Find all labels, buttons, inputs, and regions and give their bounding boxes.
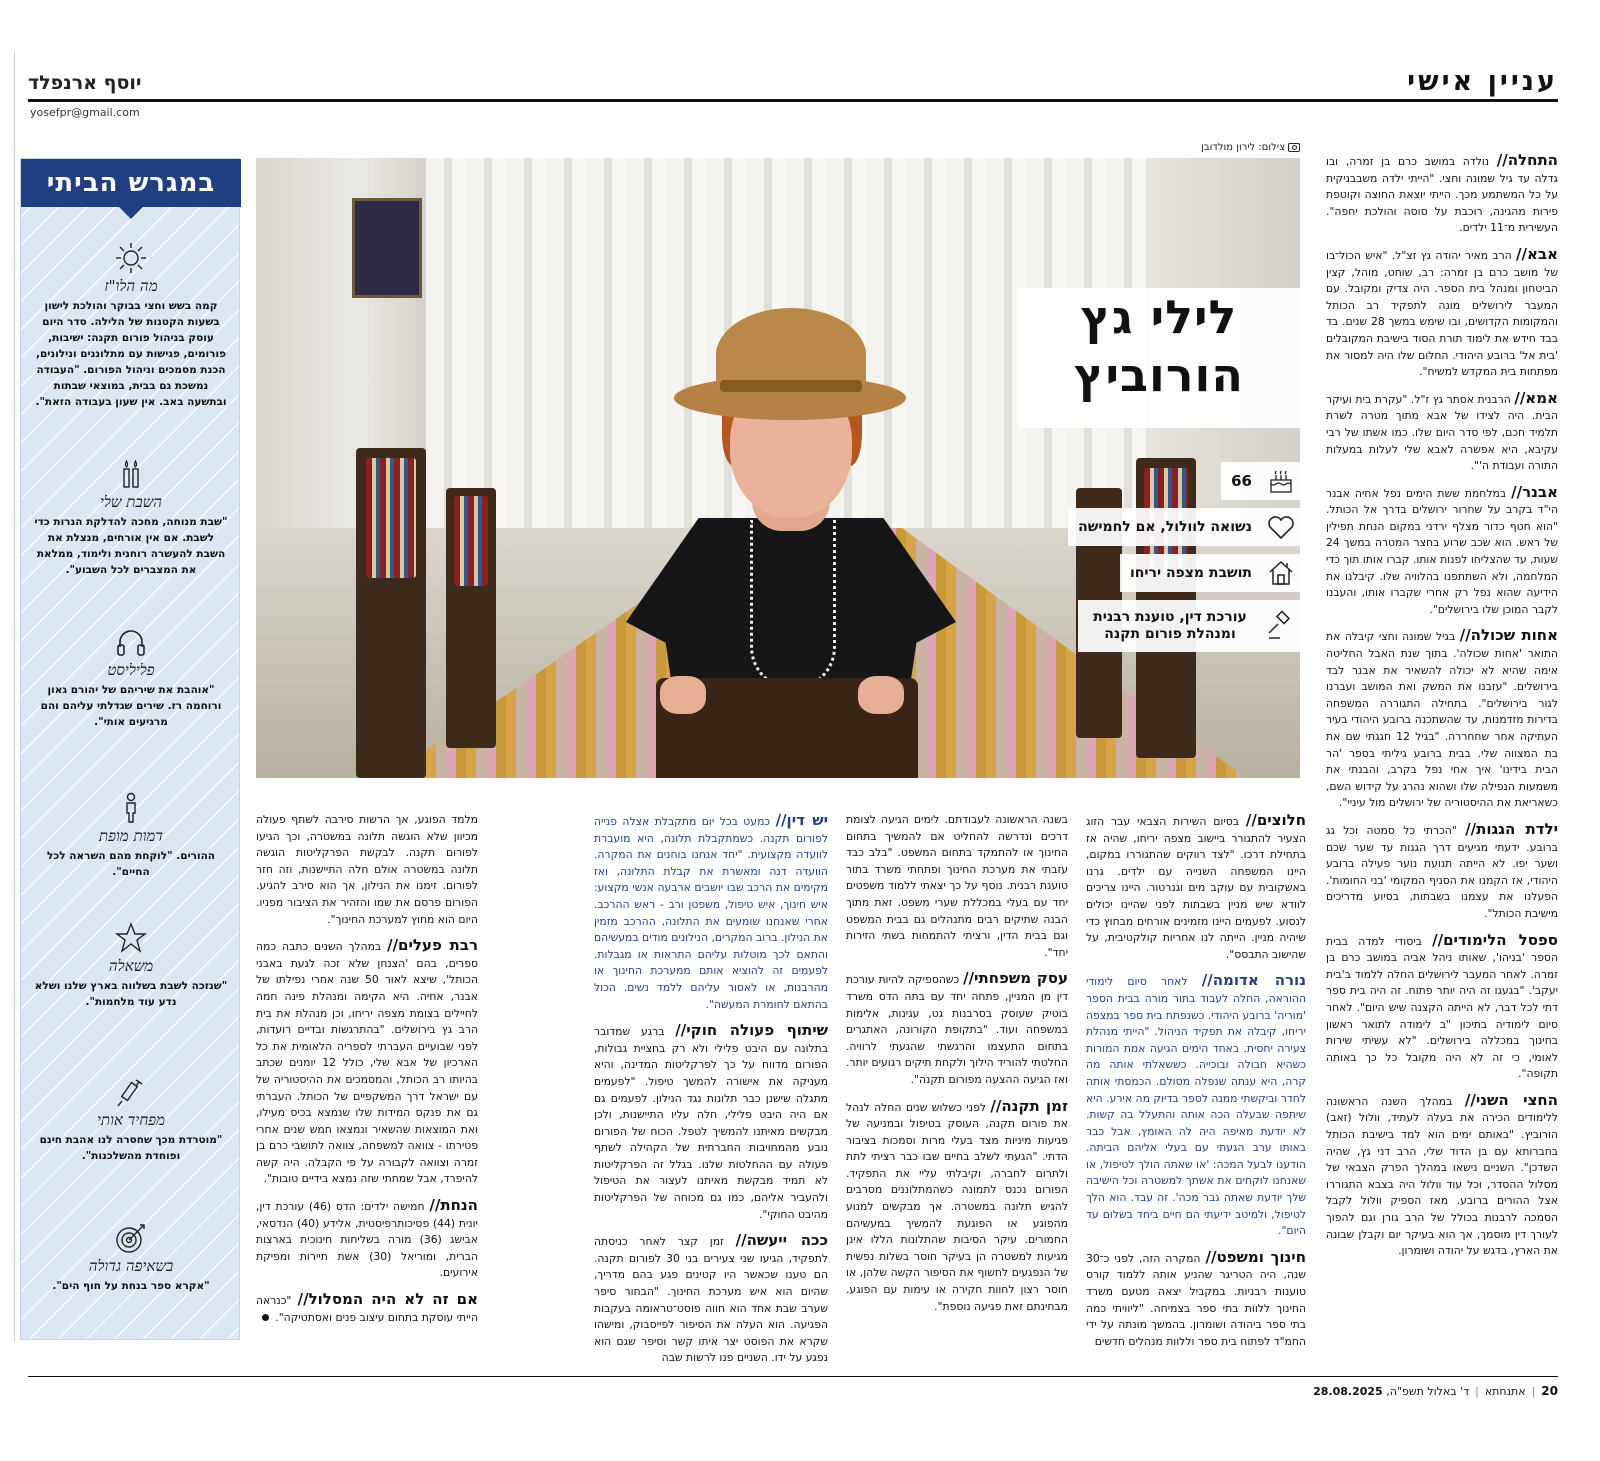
- sidebar-title-notch: [119, 207, 143, 219]
- paragraph-lead: התחלה//: [1496, 151, 1558, 169]
- star-icon: [114, 921, 148, 955]
- paragraph-text: לאחר סיום לימודי ההוראה, החלה לעבוד בתור מורה בבית הספר 'מוריה' ברובע היהודי. כשנפתח בית ספר במצפה יריחו, קיבלה את תפקיד הניהול. "הייתי מנהלת צעירה יחסית. באחד הימים הגיעה אמת המורות כשהיא חבולה ובוכייה. כששאלתי אותה מה קרה, היא ענתה שנפלה מסולם. הכמסתי אותה לחדר וביקשתי ממנה לספר בדיוק מה אירע. היא שיתפה שבעלה הכה אותה והתעלל בה קשות. לא יודעת מאיפה היה לה האומץ, אבל כבר באותו ערב הגעתי עם בעלי אליהם הביתה. הודענו לבעל המכה: 'או שאתה הולך לטיפול, או שאנחנו לוקחים את אשתך למשטרה וכל הישיבה שלך יודעת שאתה גבר מכה'. זה עבד. הוא הלך לטיפול, ולמיטב ידיעתי הם חיים ביחד בשלום עד היום".: [1086, 975, 1306, 1238]
- paragraph-lead: רבת פעלים//: [387, 936, 478, 955]
- paragraph-text: בשנה הראשונה לעבודתם. לימים הגיעה לצומת דרכים ונדרשה להחליט אם להמשיך בתחום החינוך או להתמקד בתחום המשפט. "בלב כבד עזבתי את מערכת החינוך ופתחתי משרד בתור טוענת רבנית. נוסף על כך יצאתי ללמוד משפטים יחד עם בעלי במכללת שערי משפט. זאת מתוך הבנה שתיקים רבים מתנהלים גם בבית המשפט וגם בבית הדין, ורציתי להתמחות בשתי הזירות יחד".: [846, 813, 1068, 959]
- paragraph-text: בגיל שמונה וחצי קיבלה את התואר 'אחות שכולה'. בתוך שנת האבל החליטה אימה שהיא לא יכולה להשאיר את אבנר לבד בירושלים. "עזבנו את המשק ואת המושב ועברנו לגור בירושלים". בתחילה התגוררה המשפחה בדירות מזדמנות, עד שהשתכנה ברובע היהודי בעיר העתיקה אחר שחחררה. "בגיל 12 חגגתי שם את בת המצווה שלי. בבית ברובע גיליתי בספר 'הר הבית בידינו' איך אחי נפל בקרב, והבנתי את משמעות הנפילה שלו ושהוא נהרג על קידוש השם, כשאריאת את ההיסטוריה של ירושלים מול עיניי".: [1326, 630, 1558, 810]
- paragraph-lead: החצי השני//: [1464, 1090, 1558, 1109]
- sidebar-item-text: קמה בשש וחצי בבוקר והולכת לישון בשעות הקטנות של הלילה. סדר היום עוסק בניהול פורום תקנה: ישיבות, פורומים, פגישות עם מתלוננים ונילונים, הכנת מסמכים וניהול הפורום. "העבודה נמשכת גם בבית, במוצאי שבתות ובתשעה באב. אין שעון בעבודה הזאת".: [35, 300, 227, 408]
- article-column-3: [846, 812, 1068, 1342]
- job-value: עורכת דין, טוענת רבנית ומנהלת פורום תקנה: [1093, 609, 1247, 642]
- photo-credit-text: צילום: לירון מולדובן: [1201, 142, 1285, 153]
- sidebar-item-title: השבת שלי: [99, 493, 163, 511]
- article-paragraph: [256, 812, 478, 928]
- info-residence: [1120, 554, 1300, 592]
- paragraph-text: ברגע שמדובר בתלונה עם היבט פלילי ולא רק בחציית גבולות, הפורום מדווח על כך לפרקליטות המדינה, והיא מעניקה את אישורה להמשך טיפול. "לפעמים מתגלה שישנן כבר תלונות נגד הנילון. לפעמים גם אם היה היבט פלילי, חלה עליו התיישנות, ולכן מבקשים מאיתנו להמשיך לטפל. הכוח של הפורום נובע מהמחויבות החברתית של הקהילה לשתף פעולה עם ההחלטות שלנו. בגלל זה הפרקליטות לא תמיד מבקשת מאיתנו לעצור את הטיפול ולהעביר אליהם, כמו גם מכוחה של הפרקליטות מהיבט החוקי".: [594, 1025, 828, 1221]
- hand: [858, 676, 904, 714]
- article-paragraph: [1086, 1249, 1306, 1351]
- portrait-photo: [256, 158, 1300, 778]
- article-paragraph: [1326, 246, 1558, 381]
- sidebar-item-text: ההורים. "לוקחת מהם השראה לכל החיים".: [46, 850, 216, 878]
- article-paragraph: [1326, 1092, 1558, 1260]
- syringe-icon: [114, 1075, 148, 1109]
- page-header: [28, 66, 1558, 102]
- article-paragraph: [1086, 812, 1306, 963]
- sidebar-item-shabbat: [33, 457, 229, 578]
- name-line-2: הורוביץ: [1074, 348, 1244, 402]
- paragraph-text: כשהספיקה להיות עורכת דין מן המניין, פתחה יחד עם בתה הדס משרד בוטיק שעוסק בסרבנות גט, עגינות, אלימות במשפחה ועוד. "בתקופת הקורונה, האתגרים בתחום התעצמו והרגשתי שהגעתי לרוויה. החלטתי להוריד הילוך ולקחת תיקים רגועים יותר. ואז הגיעה ההצעה מפורום תקנה".: [846, 973, 1068, 1086]
- age-value: 66: [1231, 471, 1252, 490]
- profile-name-box: [1018, 288, 1300, 428]
- paragraph-lead: ילדת הגגות//: [1465, 819, 1558, 838]
- paragraph-text: חמישה ילדים: הדס (46) עורכת דין, יונית (44) פסיכותרפיסטית, אלידע (40) הנדסאי, אבישג (36) מורה בשליחות חינוכית בארצות הברית, ומוריאל (30) אשת תיירות ומפיקת אירועים.: [256, 1200, 478, 1280]
- info-job: [1078, 600, 1300, 652]
- article-paragraph: [1326, 390, 1558, 475]
- sidebar-item-title: מפחיד אותי: [97, 1111, 165, 1129]
- sidebar-item-title: דמות מופת: [98, 827, 164, 845]
- paragraph-lead: נורה אדומה//: [1201, 971, 1306, 990]
- home-field-sidebar: [20, 158, 240, 1340]
- sidebar-item-title: פליליסט: [107, 661, 155, 679]
- photo-credit: [1132, 142, 1300, 153]
- sidebar-title: במגרש הביתי: [21, 159, 241, 207]
- paragraph-lead: אמא//: [1514, 388, 1558, 407]
- paragraph-lead: אחות שכולה//: [1459, 626, 1558, 645]
- article-paragraph-highlight: [1086, 972, 1306, 1240]
- person-icon: [114, 791, 148, 825]
- family-value: נשואה לוולול, אם לחמישה: [1078, 518, 1252, 535]
- sidebar-item-title: מה הלו"ז: [104, 277, 158, 295]
- paragraph-text: זמן קצר לאחר כניסתה לתפקיד, הגיעו שני צעירים בני 30 לפורום תקנה. הם טענו שכאשר היו קטינים פגע בהם מדריך, שהיום הוא איש מערכת החינוך. "הבחור סיפר שערב שבת אחד הוא חווה פוסט־טראומה בעקבות הפגיעה. הוא העלה את הסיפור לפייסבוק, ומישהו שקרא את הפוסט יצר איתו קשר וסיפר שגם הוא נפגע על ידו. השניים פנו לרשות שבה: [594, 1235, 828, 1365]
- residence-value: תושבת מצפה יריחו: [1129, 564, 1252, 581]
- article-paragraph: [1326, 152, 1558, 237]
- article-column-4: [594, 811, 829, 1365]
- name-line-1: לילי גץ: [1080, 290, 1238, 344]
- hat-top: [716, 318, 866, 388]
- sidebar-item-title: בשאיפה גדולה: [88, 1257, 174, 1275]
- hand: [660, 676, 706, 714]
- page-footer: [1313, 1384, 1558, 1398]
- article-column-2: [1086, 811, 1307, 1348]
- sidebar-item-text: "שנזכה לשבת בשלווה בארץ שלנו ושלא נדע עוד מלחמות".: [34, 980, 228, 1008]
- article-paragraph: [256, 1291, 478, 1326]
- article-paragraph: [1326, 627, 1558, 812]
- paragraph-text: לפני כשלוש שנים החלה לנהל את פורום תקנה, העוסק בטיפול ובמניעה של פגיעות מיניות מצד בעלי מרות וסמכות בציבור הדתי. "הגעתי לשלב בחיים שבו כבר רציתי לתת ולתרום לחברה, וקיבלתי עליי את התפקיד. הפורום נכנס לתמונה כשהמתלוננים מסרבים להגיש תלונה במשטרה. אך מבקשים למנוע מהפוגע או הפוגעת להמשיך במעשיהם החמורים. עיקר הסיבות שהתלונות הללו אינן מגיעות למשטרה הן בעיקר חוסר בשלות נפשית של הנפגעים לחשוף את הסיפור הקשה שלהן, או חוסר רצון לחוות חקירה או עימות עם הפוגע. מבחינתם זאת פגיעה נוספת".: [846, 1100, 1068, 1313]
- end-of-article-icon: [262, 1314, 269, 1321]
- sidebar-item-role-model: [33, 791, 229, 880]
- footer-separator: |: [1531, 1385, 1536, 1398]
- info-family: [1068, 508, 1300, 546]
- sidebar-item-text: "שבת מנוחה, מחכה להדלקת הנרות כדי לשבת. אם אין אורחים, מנצלת את השבת להעשרה רוחנית ולימוד, ממלאת את המצברים לכל השבוע".: [34, 516, 228, 576]
- pearl-necklace: [750, 520, 836, 690]
- paragraph-text: הרב מאיר יהודה גץ זצ"ל. "איש הכול־בו של מושב כרם בן זמרה: רב, שוחט, מוהל, קצין הביטחון ומנהל בית הספר. היה צדיק ומקובל. עם המעבר לירושלים מונה לתפקיד רב הכותל והמקומות הקדושים, ובו שימש במשך 28 שנים. בד בבד חידש את לימוד תורת הסוד בישיבת המקובלים 'בית אל' ברובע היהודי. החלום שלו היה למסור את מפתחות בית המקדש למשיח".: [1326, 248, 1558, 379]
- footer-rule: [28, 1376, 1558, 1377]
- article-paragraph: [1326, 484, 1558, 619]
- sidebar-item-text: "אוהבת את שיריהם של יהורם גאון ורוחמה רז. שירים שגדלתי עליהם והם מרגיעים אותי".: [40, 684, 222, 728]
- paragraph-lead: אבנר//: [1511, 482, 1558, 501]
- chair-pad: [366, 458, 416, 578]
- paragraph-text: בסיום השירות הצבאי עבר הזוג הצעיר להתגורר ביישוב מצפה יריחו, שהיה אז בתחילת דרכו. "לצד רווקים שהתגוררו במקום, היינו המשפחה השנייה עם ילדים. גרנו באשקובית עם עוקב מים וגנרטור. היינו צריכים לוודא שיש מניין בשבתות לפני שהיינו יכולים לנסוע. לפעמים היינו מזמינים אורחים מבחוץ כדי שיהיה מניין. הייתה לנו אחריות קולקטיבית, על שהישוב התבסס".: [1086, 815, 1306, 961]
- camera-icon: [1288, 143, 1300, 152]
- article-paragraph: [594, 1022, 828, 1223]
- article-paragraph: [846, 970, 1068, 1088]
- chair-pad: [454, 496, 488, 586]
- paragraph-lead: חלוצים//: [1245, 811, 1307, 829]
- author-email[interactable]: yosefpr@gmail.com: [30, 106, 140, 119]
- issue-date: 28.08.2025: [1313, 1385, 1383, 1398]
- headphones-icon: [114, 625, 148, 659]
- page-edge-rule: [14, 52, 15, 1342]
- sidebar-item-fear: [33, 1075, 229, 1164]
- target-icon: [114, 1221, 148, 1255]
- paragraph-text: במהלך השנה הראשונה ללימודים הכירה את בעלה לעתיד, וולול (זאב) הורוביץ. "באותם ימים הוא למד בישיבת הכותל בחברותא עם בן הדוד שלי, הרב דני גץ, שהיה השדכן". השניים נישאו במהלך הפרק הצבאי של מסלול ההסדר, וכל עוד וולול היה בצבא התגוררו אצל ההורים ברובע. מאז הספיק וולול לקבל הסמכה לרבנות בכולל של הרב גורן וגם להפוך לעורך דין מוסמך, אך הוא בעיקר יום וקבלן שבונה את הארץ, בדגש על יהודה ושומרון.: [1326, 1094, 1558, 1258]
- sidebar-item-wish: [33, 921, 229, 1010]
- paragraph-lead: אבא//: [1516, 244, 1558, 263]
- wall-picture: [352, 198, 422, 298]
- sun-icon: [114, 241, 148, 275]
- article-paragraph: [256, 1197, 478, 1282]
- paragraph-lead: עסק משפחתי//: [963, 969, 1068, 988]
- info-age: [1221, 462, 1300, 500]
- candles-icon: [114, 457, 148, 491]
- paragraph-text: הרבנית אסתר גץ ז"ל. "עקרת בית ועיקר הבית. היה לצידו של אבא מתוך מטרה לשרת תלמיד חכם, לפי סדר היום שלו. כמו אשתו של רבי עקיבא, היא אפשרה לאבא שלי לעלות במעלות התורה ועבודת ה'".: [1326, 392, 1558, 473]
- paragraph-text: ביסודי למדה בבית הספר 'בניהו', שאותו ניהל אביה במושב כרם בן זמרה. לאחר המעבר לירושלים החלה ללמוד ב'בית יעקב'. "בגעגו זה היה יותר פתוח. זה היה בית ספר דתי לכל דבר, לא הייתה הקצנה שיש היום". לאחר סיום לימודיה בתיכון "ב לימודה לתואר ראשון בחינוך במכללה בירושלים. "לא עשיתי שירות לאומי, כי זה לא היה מקובל כל כך באותה תקופה".: [1326, 934, 1558, 1081]
- paragraph-lead: אם זה לא היה המסלול//: [297, 1290, 478, 1309]
- article-paragraph: [256, 937, 478, 1188]
- gavel-icon: [1262, 600, 1300, 652]
- magazine-name: אתנחתא: [1484, 1385, 1526, 1398]
- article-paragraph: [1326, 932, 1558, 1083]
- sidebar-item-playlist: [33, 625, 229, 730]
- article-column-1: [1326, 152, 1558, 1342]
- section-title: עניין אישי: [1407, 66, 1558, 97]
- paragraph-lead: שיתוף פעולה חוקי//: [675, 1021, 828, 1040]
- paragraph-lead: חינוך ומשפט//: [1205, 1247, 1306, 1266]
- sidebar-item-aspiration: [33, 1221, 229, 1294]
- sidebar-item-title: משאלה: [108, 957, 154, 975]
- paragraph-text: במהלך השנים כתבה כמה ספרים, בהם 'הצנחן שלא זכה לגעת באבני הכותל', שיצא לאור 50 שנה אחרי נפילתו של אבנר, אחיה. היא הקימה ומנהלת פינה חמה לחיילים בצומת מצפה יריחו, וכן מנהלת את בית הרב גץ בירושלים. "בהתרגשות ובדיים רועדות, לפני שבועיים העברתי לספריה הלאומית את כל הארכיון של אבא שלי, כולל 12 יומנים שכתב בהיותו רב הכותל, והמסמכים את ההיסטוריה של עם ישראל דרך המשקפיים של הכותל. העברתי גם את פנקס המידות שלו שנמצא בכיס מעילו, ואת המוצאות שהשאיר ונמצאו חמש שנים אחרי פטירתו - צוואה למשפחה, צוואה לתושבי כרם בן זמרה וצוואה לקבורה על פי הקבלה. היה קשה להיפרד, אבל שמחתי שזה נמצא בידיים טובות".: [256, 940, 478, 1186]
- hat-band: [720, 380, 862, 392]
- paragraph-text: מלמד הפוגע, אך הרשות סירבה לשתף פעולה מכיוון שלא הוגשה תלונה במשטרה, וכך הגיעו לפורום תקנה. לבקשת הפרקליטות הוגשה תלונה במשטרה אולם חלה התיישנות, וזה חזר לפורום. זימנו את הנילון, אך הוא סירב להגיע. הפורום פרסם את שמו והזהיר את הציבור מפניו. היום הוא מחוץ למערכת החינוך".: [256, 813, 478, 926]
- cake-icon: [1262, 462, 1300, 500]
- house-icon: [1262, 554, 1300, 592]
- article-paragraph: [846, 1098, 1068, 1316]
- sidebar-item-schedule: [33, 241, 229, 410]
- article-paragraph: [846, 812, 1068, 961]
- footer-separator: |: [1475, 1385, 1479, 1398]
- paragraph-lead: ככה ייעשה//: [735, 1231, 829, 1250]
- paragraph-text: "כנראה הייתי עוסקת בתחום עיצוב פנים ואסתטיקה".: [256, 1294, 478, 1324]
- page-number: 20: [1541, 1384, 1558, 1398]
- author-name: יוסף ארנפלד: [28, 72, 142, 94]
- article-column-5: [256, 812, 478, 1342]
- article-paragraph-highlight: [594, 812, 828, 1013]
- heart-icon: [1262, 508, 1300, 546]
- paragraph-text: נולדה במושב כרם בן זמרה, ובו גדלה עד גיל שמונה וחצי. "הייתי ילדה משבבניקית על כל המשתמע מכך. הייתי יוצאת החוצה וקוטפת פירות מהגינה, רוכבת על סוסה והולכת יחפה". העשירית מ־11 ילדים.: [1326, 155, 1558, 235]
- paragraph-text: כמעט בכל יום מתקבלת אצלה פנייה לפורום תקנה. כשמתקבלת תלונה, היא מועברת לוועדה מקצועית. "יחד אנחנו בוחנים את המקרה. הוועדה דנה ומאשרת את קבלת התלונה, ואז מקימים את הרכב שבו יושבים ארבעה אנשי מקצוע: איש חינוך, איש טיפול, משפטן ורב - ראש ההרכב. אחרי שאנחנו שומעים את התלונה, ההרכב מזמין את הנילון. ברוב המקרים, הנילונים מודים במעשיהם והתאם לכך מוטלות עליהם התראות או מגבלות. לפעמים זה להוציא אותם ממערכת החינוך או מהרבנות, או לאסור עליהם ללמד נשים. הכול בהתאם לחומרת המעשה".: [594, 815, 828, 1011]
- sidebar-item-text: "אקרא ספר בנחת על חוף הים".: [52, 1280, 210, 1292]
- paragraph-lead: ספסל הלימודים//: [1432, 930, 1558, 949]
- sidebar-item-text: "מוטרדת מכך שחסרה לנו אהבת חינם ופוחדת מהשלכנות".: [39, 1134, 223, 1162]
- paragraph-text: במלחמת ששת הימים נפל אחיה אבנר הי"ד בקרב על שחרור ירושלים בדרך אל הכותל. "הוא חטף כדור מצלף ירדני במקום הנחת תפילין של ראש. הוא שכב שרוע בחצר המטרה במשך 24 שעות, עד שהצליחו לפנות אותו. קברו אותו תוך כדי המלחמה, ולא השתתפנו בהלוויה שלו. קיבלנו את הידיעה שהוא נפל רק אחרי שקברו אותו, והעבנו לקבר המוכן שלו בירושלים".: [1326, 486, 1558, 616]
- paragraph-text: המקרה הזה, לפני כ־30 שנה, היה הטריגר שהניע אותה ללמוד קורס טוענות רבניות. במקביל יצאה מטעם משרד החינוך ללוות בתי ספר בצמיחה. "ליוויתי כמה בתי ספר ביהודה ושומרון. בהמשך מונתה על ידי החמ"ד לפתוח בית ספר וללוות מנהלים חדשים: [1086, 1251, 1306, 1348]
- paragraph-lead: זמן תקנה//: [990, 1096, 1068, 1115]
- article-paragraph: [594, 1232, 828, 1367]
- paragraph-lead: יש דין//: [775, 811, 828, 829]
- paragraph-text: "הכרתי כל סמטה וכל גג ברובע. ידעתי מגיעים דרך הגגות עד שער שכם ושער יפו. לא הייתה תנועת נוער פעילה ברובע היהודי, אז הקמנו את הסניף המקומי 'בני החומות'. הפעלנו את עצמנו בשבתות, בסיוע מדריכים מישיבת הכותל".: [1326, 823, 1558, 920]
- hebrew-date: ד' באלול תשפ"ה,: [1386, 1385, 1470, 1398]
- paragraph-lead: הנחת//: [429, 1196, 478, 1215]
- article-paragraph: [1326, 821, 1558, 923]
